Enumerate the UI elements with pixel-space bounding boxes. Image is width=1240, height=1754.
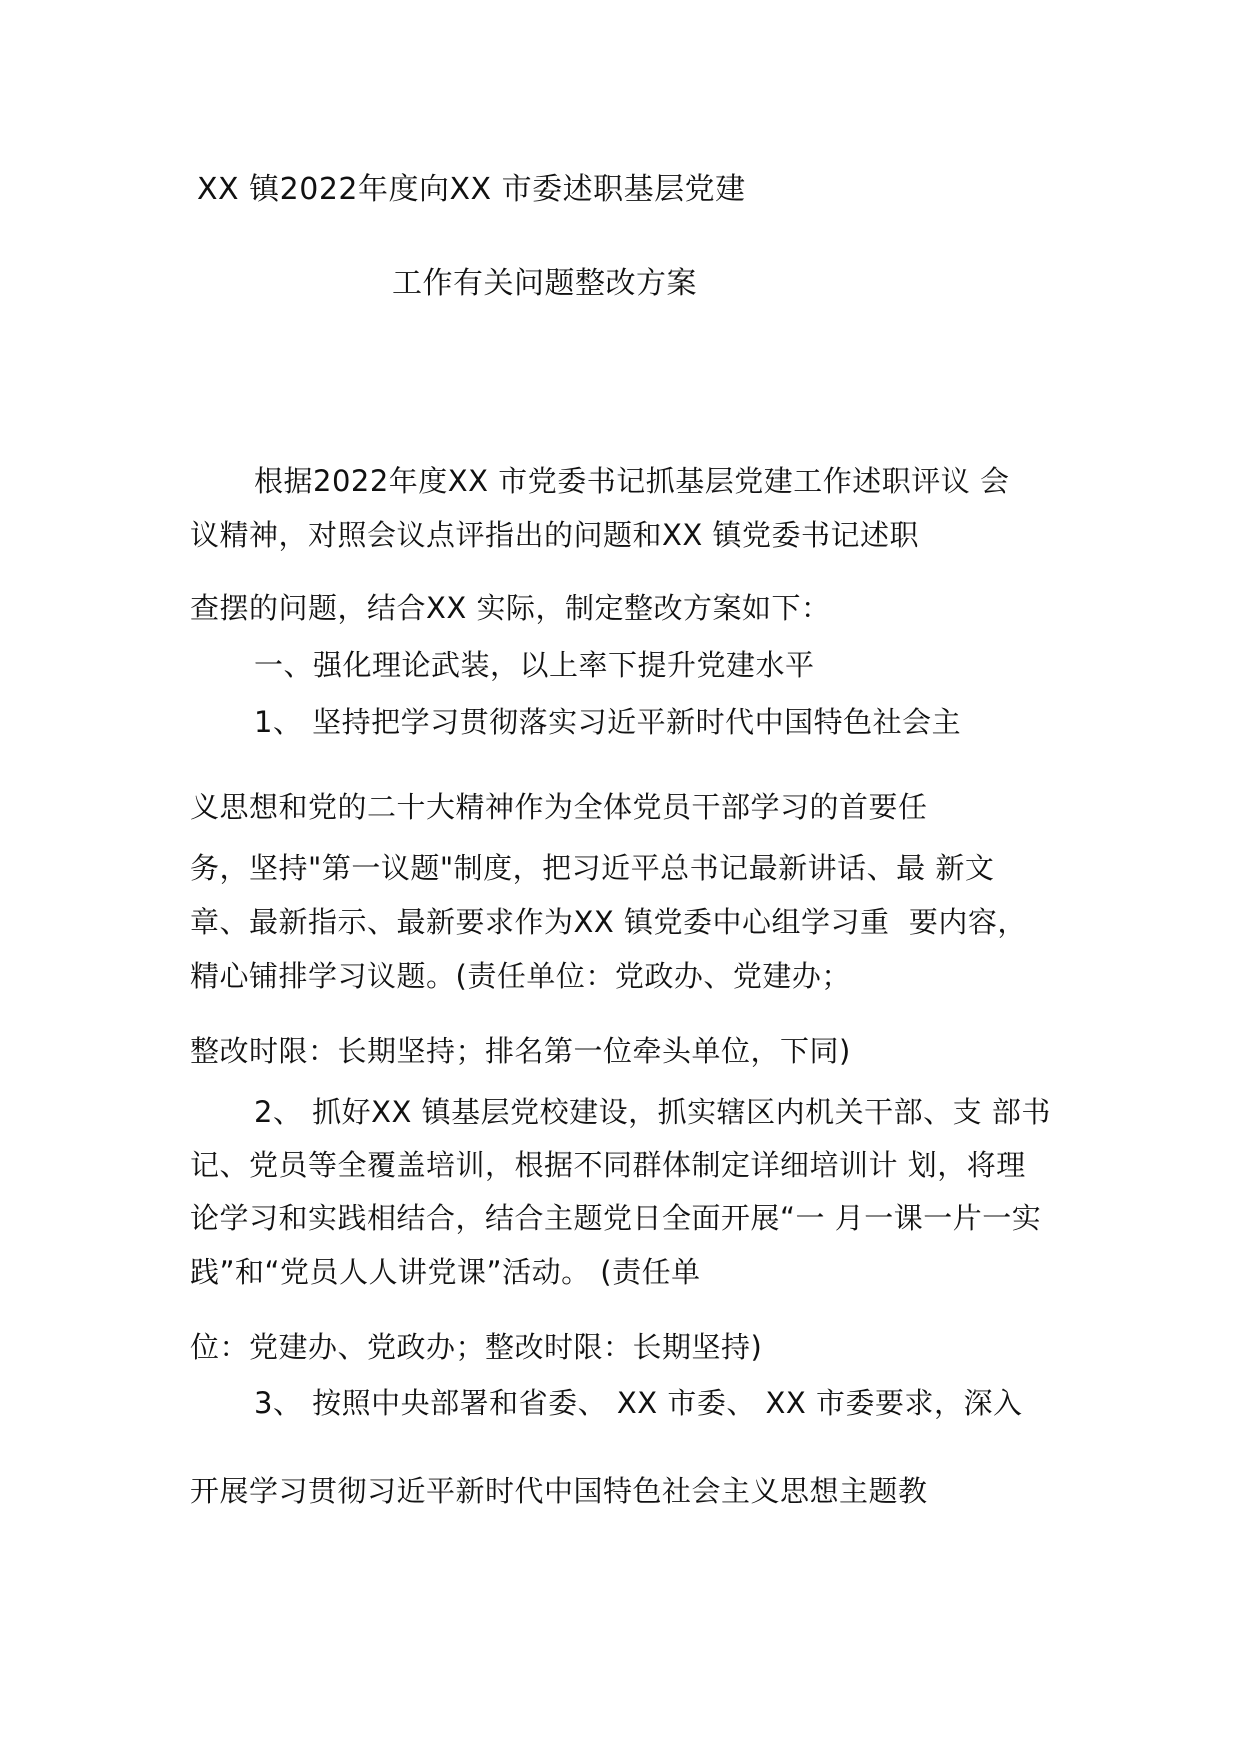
body-line-6: 义思想和党的二十大精神作为全体党员干部学习的首要任 bbox=[190, 790, 928, 824]
body-line-10: 整改时限：长期坚持；排名第一位牵头单位，下同) bbox=[190, 1034, 851, 1068]
body-line-1: 根据2022年度XX 市党委书记抓基层党建工作述职评议 会 bbox=[254, 464, 1010, 498]
body-line-15: 位：党建办、党政办；整改时限：长期坚持) bbox=[190, 1330, 763, 1364]
body-line-11: 2、 抓好XX 镇基层党校建设，抓实辖区内机关干部、支 部书 bbox=[254, 1095, 1051, 1129]
body-line-17: 开展学习贯彻习近平新时代中国特色社会主义思想主题教 bbox=[190, 1474, 928, 1508]
body-line-13: 论学习和实践相结合，结合主题党日全面开展“一 月一课一片一实 bbox=[190, 1201, 1042, 1235]
document-title-line-2: 工作有关问题整改方案 bbox=[392, 266, 697, 301]
document-title-line-1: XX 镇2022年度向XX 市委述职基层党建 bbox=[197, 172, 746, 207]
body-line-3: 查摆的问题，结合XX 实际，制定整改方案如下： bbox=[190, 591, 831, 625]
body-line-5: 1、 坚持把学习贯彻落实习近平新时代中国特色社会主 bbox=[254, 705, 962, 739]
body-line-9: 精心铺排学习议题。(责任单位：党政办、党建办； bbox=[190, 959, 851, 993]
body-line-14: 践”和“党员人人讲党课”活动。 (责任单 bbox=[190, 1255, 701, 1289]
body-line-8: 章、最新指示、最新要求作为XX 镇党委中心组学习重 要内容， bbox=[190, 905, 1027, 939]
body-line-7: 务，坚持"第一议题"制度，把习近平总书记最新讲话、最 新文 bbox=[190, 851, 995, 885]
body-line-16: 3、 按照中央部署和省委、 XX 市委、 XX 市委要求，深入 bbox=[254, 1386, 1023, 1420]
body-line-2: 议精神，对照会议点评指出的问题和XX 镇党委书记述职 bbox=[190, 518, 919, 552]
section-heading-1: 一、强化理论武装，以上率下提升党建水平 bbox=[254, 648, 815, 682]
body-line-12: 记、党员等全覆盖培训，根据不同群体制定详细培训计 划，将理 bbox=[190, 1148, 1026, 1182]
